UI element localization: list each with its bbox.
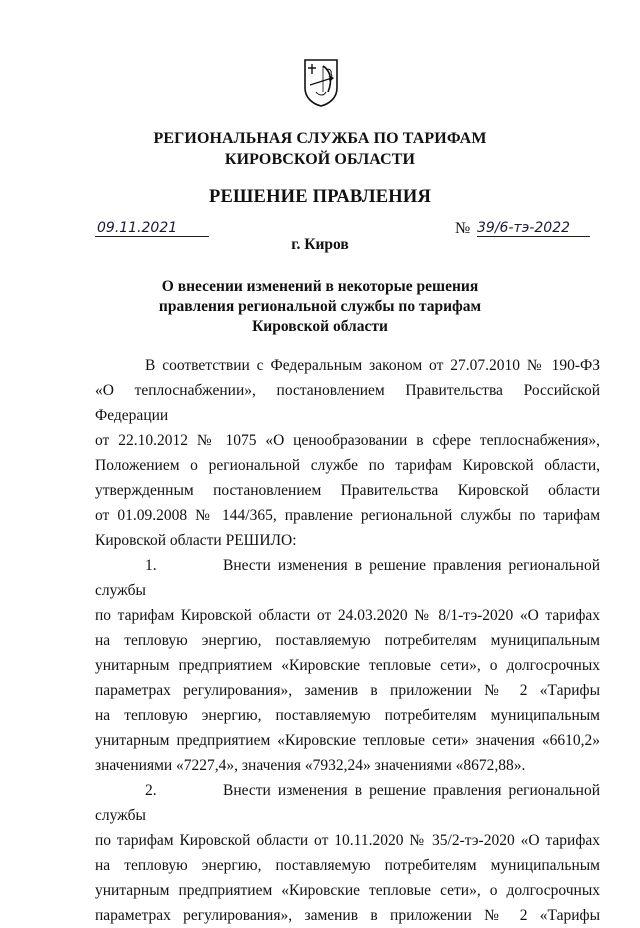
preamble-line: Кировской области РЕШИЛО: xyxy=(95,532,297,549)
subject-line-3: Кировской области xyxy=(252,318,388,335)
city-label: г. Киров xyxy=(291,236,349,253)
preamble-line: утвержденным постановлением Правительства Кировской области xyxy=(95,482,600,499)
item-line: значениями «7227,4», значения «7932,24» значениями «8672,88». xyxy=(95,757,526,774)
item-line: по тарифам Кировской области от 24.03.2020 № 8/1-тэ-2020 «О тарифах xyxy=(95,607,600,624)
preamble-line: Положением о региональной службе по тарифам Кировской области, xyxy=(95,457,600,474)
preamble-line: от 22.10.2012 № 1075 «О ценообразовании в сфере теплоснабжения», xyxy=(95,432,600,449)
item-text: Внести изменения в решение правления региональной службы xyxy=(95,557,600,599)
decision-number: 39/6-тэ-2022 xyxy=(477,220,590,237)
item-number: 1. xyxy=(145,557,157,574)
subject-line-2: правления региональной службы по тарифам xyxy=(158,298,482,315)
organization-title-line-2: КИРОВСКОЙ ОБЛАСТИ xyxy=(224,151,416,168)
list-item-first-line xyxy=(95,778,600,828)
item-line: по тарифам Кировской области от 10.11.2020 № 35/2-тэ-2020 «О тарифах xyxy=(95,832,600,849)
decision-date: 09.11.2021 xyxy=(95,220,209,237)
item-line: параметрах регулирования», заменив в приложении № 2 «Тарифы xyxy=(95,907,600,924)
item-number: 2. xyxy=(145,782,157,799)
list-item-first-line xyxy=(95,553,600,603)
preamble-line: от 01.09.2008 № 144/365, правление региональной службы по тарифам xyxy=(95,507,600,524)
item-line: на тепловую энергию, поставляемую потребителям муниципальным xyxy=(95,857,600,874)
item-line: унитарным предприятием «Кировские тепловые сети», о долгосрочных xyxy=(95,657,600,674)
preamble-line: «О теплоснабжении», постановлением Правительства Российской Федерации xyxy=(95,382,600,424)
document-subject xyxy=(0,277,640,337)
item-line: на тепловую энергию, поставляемую потребителям муниципальным xyxy=(95,632,600,649)
organization-title-line-1: РЕГИОНАЛЬНАЯ СЛУЖБА ПО ТАРИФАМ xyxy=(153,130,487,147)
item-line: унитарным предприятием «Кировские тепловые сети», о долгосрочных xyxy=(95,882,600,899)
item-text: Внести изменения в решение правления региональной службы xyxy=(95,782,600,824)
document-type-title: РЕШЕНИЕ ПРАВЛЕНИЯ xyxy=(208,187,432,207)
preamble-line: В соответствии с Федеральным законом от 27.07.2010 № 190-ФЗ xyxy=(145,357,600,374)
document-body xyxy=(95,353,600,928)
item-line: на тепловую энергию, поставляемую потребителям муниципальным xyxy=(95,707,600,724)
item-line: параметрах регулирования», заменив в приложении № 2 «Тарифы xyxy=(95,682,600,699)
item-line: унитарным предприятием «Кировские тепловые сети» значения «6610,2» xyxy=(95,732,600,749)
subject-line-1: О внесении изменений в некоторые решения xyxy=(161,278,479,295)
coat-of-arms-emblem xyxy=(302,58,340,108)
number-sign: № xyxy=(455,220,471,237)
